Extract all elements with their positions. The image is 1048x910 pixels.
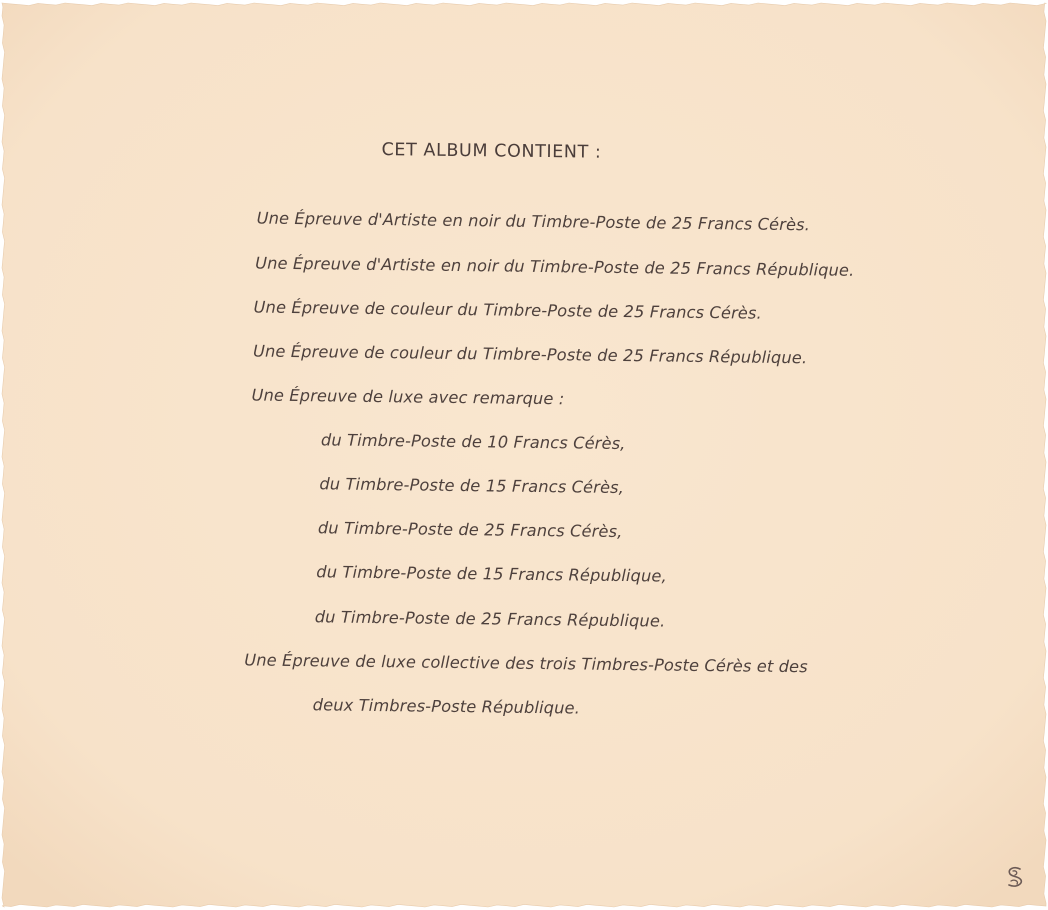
- content-line: du Timbre-Poste de 25 Francs Cérès,: [317, 518, 623, 542]
- content-line: deux Timbres-Poste République.: [312, 695, 581, 718]
- content-line: Une Épreuve de couleur du Timbre-Poste de 25 Francs République.: [252, 341, 808, 368]
- content-line: Une Épreuve de luxe avec remarque :: [251, 385, 565, 409]
- content-line: du Timbre-Poste de 15 Francs Cérès,: [319, 474, 625, 498]
- content-line: du Timbre-Poste de 15 Francs République,: [316, 562, 667, 586]
- content-line: du Timbre-Poste de 25 Francs République.: [314, 607, 666, 631]
- content-line: Une Épreuve de couleur du Timbre-Poste de 25 Francs Cérès.: [253, 297, 762, 323]
- document-heading: CET ALBUM CONTIENT :: [381, 140, 602, 163]
- content-line: du Timbre-Poste de 10 Francs Cérès,: [320, 430, 626, 454]
- content-line: Une Épreuve de luxe collective des trois Timbres-Poste Cérès et des: [244, 650, 808, 677]
- content-line: Une Épreuve d'Artiste en noir du Timbre-Poste de 25 Francs Cérès.: [256, 208, 811, 235]
- monogram-mark: [1000, 862, 1030, 892]
- content-line: Une Épreuve d'Artiste en noir du Timbre-Poste de 25 Francs République.: [255, 253, 855, 280]
